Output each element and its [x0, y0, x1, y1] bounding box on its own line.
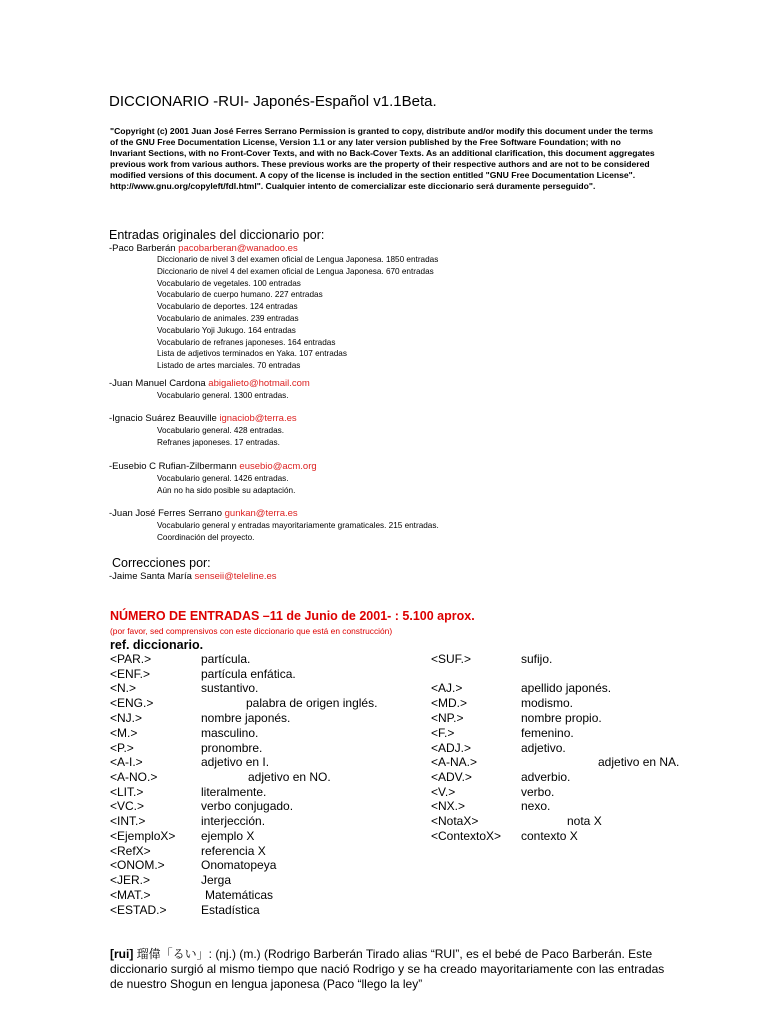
work-item: Diccionario de nivel 3 del examen oficial de Lengua Japonesa. 1850 entradas — [157, 255, 439, 264]
abbr-description: sufijo. — [521, 652, 553, 666]
work-item: Refranes japoneses. 17 entradas. — [157, 437, 280, 447]
abbr-code: <INT.> — [110, 814, 146, 828]
abbr-code: <ContextoX> — [431, 829, 502, 843]
entry-term: [rui] — [110, 947, 134, 961]
abbr-description: masculino. — [201, 726, 259, 740]
contributor-line — [109, 413, 297, 424]
corrector-name: -Jaime Santa María — [109, 571, 192, 582]
ref-diccionario-heading: ref. diccionario. — [110, 638, 204, 652]
contributor-line — [109, 378, 310, 389]
abbr-description: nota X — [567, 814, 602, 828]
abbr-description: nombre japonés. — [201, 711, 291, 725]
work-item: Vocabulario general. 1300 entradas. — [157, 391, 289, 400]
abbr-description: adjetivo en NA. — [598, 755, 680, 769]
abbr-code: <AJ.> — [431, 681, 463, 695]
abbr-description: interjección. — [201, 814, 266, 828]
abbr-code: <JER.> — [110, 873, 151, 887]
work-item: Vocabulario general. 428 entradas. — [157, 426, 284, 435]
abbr-description: verbo. — [521, 785, 555, 799]
abbr-code: <ESTAD.> — [110, 903, 167, 917]
contributor-line — [109, 508, 298, 519]
abbr-code: <ENG.> — [110, 696, 154, 710]
entry-definition: 瑠偉「るい」: (nj.) (m.) (Rodrigo Barberán Tirado alias “RUI”, es el bebé de Paco Barberán. Este diccionario surgió al mismo tiempo que nació Rodrigo y se ha creado mayoritariamente con las entradas de nuestro Shogun en lengua japonesa (Paco “llego la ley” — [110, 947, 665, 991]
abbr-description: ejemplo X — [201, 829, 255, 843]
abbr-code: <M.> — [110, 726, 138, 740]
abbr-description: adjetivo. — [521, 741, 566, 755]
abbr-description: contexto X — [521, 829, 578, 843]
corrector-email[interactable]: senseii@teleline.es — [194, 571, 277, 582]
abbr-description: modismo. — [521, 696, 574, 710]
abbr-description: Jerga — [201, 873, 232, 887]
work-item: Vocabulario de vegetales. 100 entradas — [157, 278, 301, 288]
contributor-works — [157, 425, 577, 449]
correcciones-heading: Correcciones por: — [112, 556, 211, 570]
work-item: Vocabulario Yoji Jukugo. 164 entradas — [157, 325, 296, 335]
work-item: Lista de adjetivos terminados en Yaka. 107 entradas — [157, 349, 347, 359]
contributor-line — [109, 243, 298, 254]
abbr-code: <MAT.> — [110, 888, 151, 902]
work-item: Vocabulario de cuerpo humano. 227 entradas — [157, 290, 323, 300]
abbr-description: adjetivo en I. — [201, 755, 270, 769]
abbr-description: apellido japonés. — [521, 681, 612, 695]
abbr-description: Estadística — [201, 903, 260, 917]
abbr-code: <LIT.> — [110, 785, 144, 799]
abbr-code: <ENF.> — [110, 667, 151, 681]
numero-entradas-heading: NÚMERO DE ENTRADAS –11 de Junio de 2001- : 5.100 aprox. — [110, 609, 475, 623]
contributor-email[interactable]: eusebio@acm.org — [239, 461, 317, 472]
abbr-description: partícula enfática. — [201, 667, 296, 681]
abbr-code: <N.> — [110, 681, 137, 695]
work-item: Vocabulario de deportes. 124 entradas — [157, 302, 298, 312]
abbr-code: <A-NA.> — [431, 755, 478, 769]
abbr-code: <PAR.> — [110, 652, 152, 666]
work-item: Aún no ha sido posible su adaptación. — [157, 485, 296, 495]
work-item: Vocabulario general y entradas mayoritariamente gramaticales. 215 entradas. — [157, 521, 439, 530]
abbr-code: <F.> — [431, 726, 455, 740]
abbr-code: <ADV.> — [431, 770, 472, 784]
abbr-description: pronombre. — [201, 741, 263, 755]
abbr-description: nexo. — [521, 799, 551, 813]
entradas-heading: Entradas originales del diccionario por: — [109, 228, 325, 242]
abbr-description: partícula. — [201, 652, 251, 666]
document-title: DICCIONARIO -RUI- Japonés-Español v1.1Beta. — [109, 93, 437, 110]
abbr-code: <RefX> — [110, 844, 151, 858]
contributor-name: -Eusebio C Rufian-Zilbermann — [109, 461, 237, 472]
work-item: Vocabulario de animales. 239 entradas — [157, 313, 299, 323]
abbr-code: <MD.> — [431, 696, 468, 710]
abbr-description: literalmente. — [201, 785, 267, 799]
contributor-works — [157, 473, 577, 497]
work-item: Coordinación del proyecto. — [157, 532, 255, 542]
entry-rui — [110, 947, 666, 992]
abbr-code: <EjemploX> — [110, 829, 176, 843]
abbr-code: <A-I.> — [110, 755, 143, 769]
abbr-code: <A-NO.> — [110, 770, 158, 784]
abbr-code: <NP.> — [431, 711, 464, 725]
work-item: Listado de artes marciales. 70 entradas — [157, 361, 301, 371]
abbr-description: verbo conjugado. — [201, 799, 294, 813]
abbr-description: adverbio. — [521, 770, 571, 784]
abbr-code: <NX.> — [431, 799, 466, 813]
abbr-code: <NJ.> — [110, 711, 143, 725]
abbr-code: <V.> — [431, 785, 456, 799]
abbr-description: sustantivo. — [201, 681, 259, 695]
contributor-email[interactable]: pacobarberan@wanadoo.es — [178, 243, 298, 254]
abbr-description: nombre propio. — [521, 711, 602, 725]
abbr-description: Onomatopeya — [201, 858, 277, 872]
abbr-description: referencia X — [201, 844, 266, 858]
abbr-description: palabra de origen inglés. — [246, 696, 378, 710]
contributor-email[interactable]: ignaciob@terra.es — [219, 413, 297, 424]
contributor-name: -Juan Manuel Cardona — [109, 378, 206, 389]
contributor-email[interactable]: abigalieto@hotmail.com — [208, 378, 310, 389]
abbr-code: <VC.> — [110, 799, 145, 813]
contributor-name: -Paco Barberán — [109, 243, 176, 254]
work-item: Vocabulario general. 1426 entradas. — [157, 474, 289, 483]
abbr-code: <P.> — [110, 741, 134, 755]
contributor-line — [109, 461, 317, 472]
work-item: Vocabulario de refranes japoneses. 164 entradas — [157, 337, 336, 347]
contributor-name: -Juan José Ferres Serrano — [109, 508, 222, 519]
abbr-code: <ONOM.> — [110, 858, 165, 872]
contributor-works — [157, 390, 577, 402]
copyright-notice: "Copyright (c) 2001 Juan José Ferres Serrano Permission is granted to copy, distribute and/or modify this document under the terms of the GNU Free Documentation License, Version 1.1 or any later version published by the Free Software Foundation; with no Invariant Sections, with no Front-Cover Texts, and with no Back-Cover Texts. As an additional clarification, this document aggregates previous work from various authors. These previous works are the property of their respective authors and are not to be considered modified versions of this document. A copy of the license is included in the section entitled "GNU Free Documentation License". http://www.gnu.org/copyleft/fdl.html". Cualquier intento de comercializar este diccionario será duramente perseguido". — [110, 126, 655, 191]
contributor-email[interactable]: gunkan@terra.es — [224, 508, 298, 519]
corrector-line — [109, 571, 277, 582]
abbr-code: <NotaX> — [431, 814, 479, 828]
abbr-description: adjetivo en NO. — [248, 770, 331, 784]
contributor-works — [157, 520, 577, 544]
abbr-code: <ADJ.> — [431, 741, 472, 755]
contributor-works — [157, 254, 577, 372]
abbr-description: femenino. — [521, 726, 574, 740]
work-item: Diccionario de nivel 4 del examen oficial de Lengua Japonesa. 670 entradas — [157, 266, 434, 276]
numero-entradas-note: (por favor, sed comprensivos con este diccionario que está en construcción) — [110, 626, 393, 636]
contributor-name: -Ignacio Suárez Beauville — [109, 413, 217, 424]
abbr-code: <SUF.> — [431, 652, 472, 666]
abbr-description: Matemáticas — [205, 888, 274, 902]
